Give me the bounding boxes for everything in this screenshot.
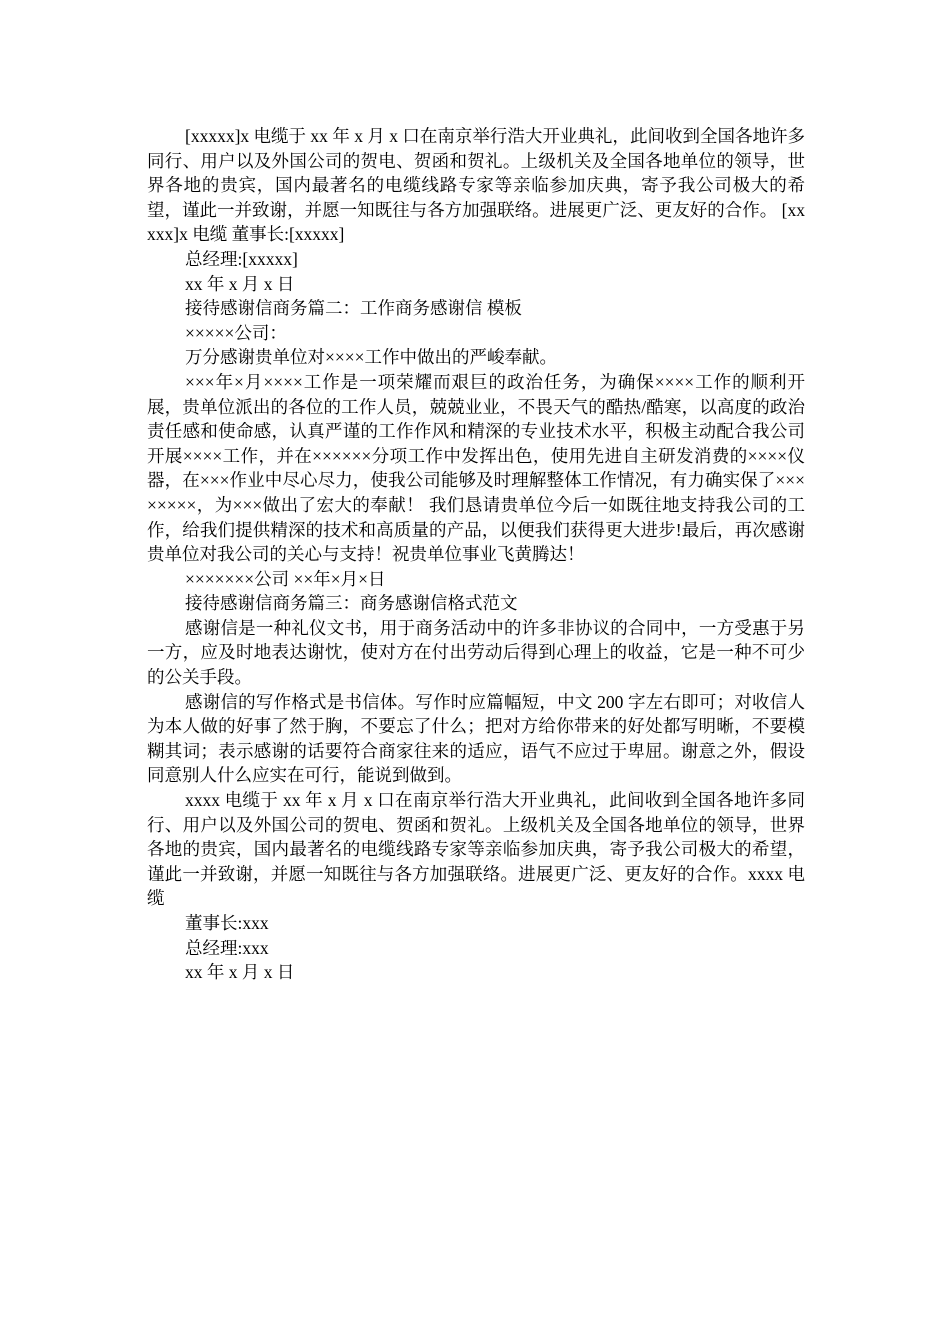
body-paragraph: 感谢信是一种礼仪文书，用于商务活动中的许多非协议的合同中，一方受惠于另一方，应及时地表达谢忱，使对方在付出劳动后得到心理上的收益，它是一种不可少的公关手段。 (147, 617, 805, 688)
general-manager-line: 总经理:xxx (185, 937, 269, 958)
chairman-line: 董事长:xxx (185, 913, 269, 933)
date-line: xx 年 x 月 x 日 (185, 273, 295, 294)
section-heading-two: 接待感谢信商务篇二：工作商务感谢信 模板 (185, 298, 522, 319)
opening-paragraph: [xxxxx]x 电缆于 xx 年 x 月 x 口在南京举行浩大开业典礼，此间收到全国各地许多同行、用户以及外国公司的贺电、贺函和贺礼。上级机关及全国各地单位的领导，世界各地的贵宾，国内最著名的电缆线路专家等亲临参加庆典，寄予我公司极大的希望，谨此一并致谢，并愿一知既往与各方加强联络。进展更广泛、更友好的合作。 [xxxxx]x 电缆 董事长:[xxxxx] (147, 126, 805, 245)
date-line: xx 年 x 月 x 日 (185, 962, 295, 983)
body-paragraph: ×××年×月××××工作是一项荣耀而艰巨的政治任务，为确保××××工作的顺利开展，贵单位派出的各位的工作人员，兢兢业业，不畏天气的酷热/酷寒，以高度的政治责任感和使命感，认真严谨的工作作风和精深的专业技术水平，积极主动配合我公司开展××××工作，并在××××××分项工作中发挥出色，使用先进自主研发消费的××××仪器，在×××作业中尽心尽力，使我公司能够及时理解整体工作情况，有力确实保了××××××××，为×××做出了宏大的奉献！ 我们恳请贵单位今后一如既往地支持我公司的工作，给我们提供精深的技术和高质量的产品，以便我们获得更大进步!最后，再次感谢贵单位对我公司的关心与支持！祝贵单位事业飞黄腾达！ (147, 371, 805, 565)
body-paragraph: xxxx 电缆于 xx 年 x 月 x 口在南京举行浩大开业典礼，此间收到全国各地许多同行、用户以及外国公司的贺电、贺函和贺礼。上级机关及全国各地单位的领导，世界各地的贵宾，国内最著名的电缆线路专家等亲临参加庆典，寄予我公司极大的希望，谨此一并致谢，并愿一知既往与各方加强联络。进展更广泛、更友好的合作。xxxx 电缆 (147, 790, 805, 909)
body-paragraph: 感谢信的写作格式是书信体。写作时应篇幅短，中文 200 字左右即可；对收信人为本人做的好事了然于胸，不要忘了什么；把对方给你带来的好处都写明晰，不要模糊其词；表示感谢的话要符合商家往来的适应，语气不应过于卑屈。谢意之外，假设同意别人什么应实在可行，能说到做到。 (147, 691, 805, 786)
signature-line: ×××××××公司 ××年×月×日 (185, 568, 386, 589)
general-manager-line: 总经理:[xxxxx] (185, 248, 298, 269)
section-heading-three: 接待感谢信商务篇三：商务感谢信格式范文 (185, 593, 518, 614)
document-body (147, 124, 805, 985)
salutation: ×××××公司： (185, 322, 287, 343)
thanks-line: 万分感谢贵单位对××××工作中做出的严峻奉献。 (185, 347, 557, 368)
